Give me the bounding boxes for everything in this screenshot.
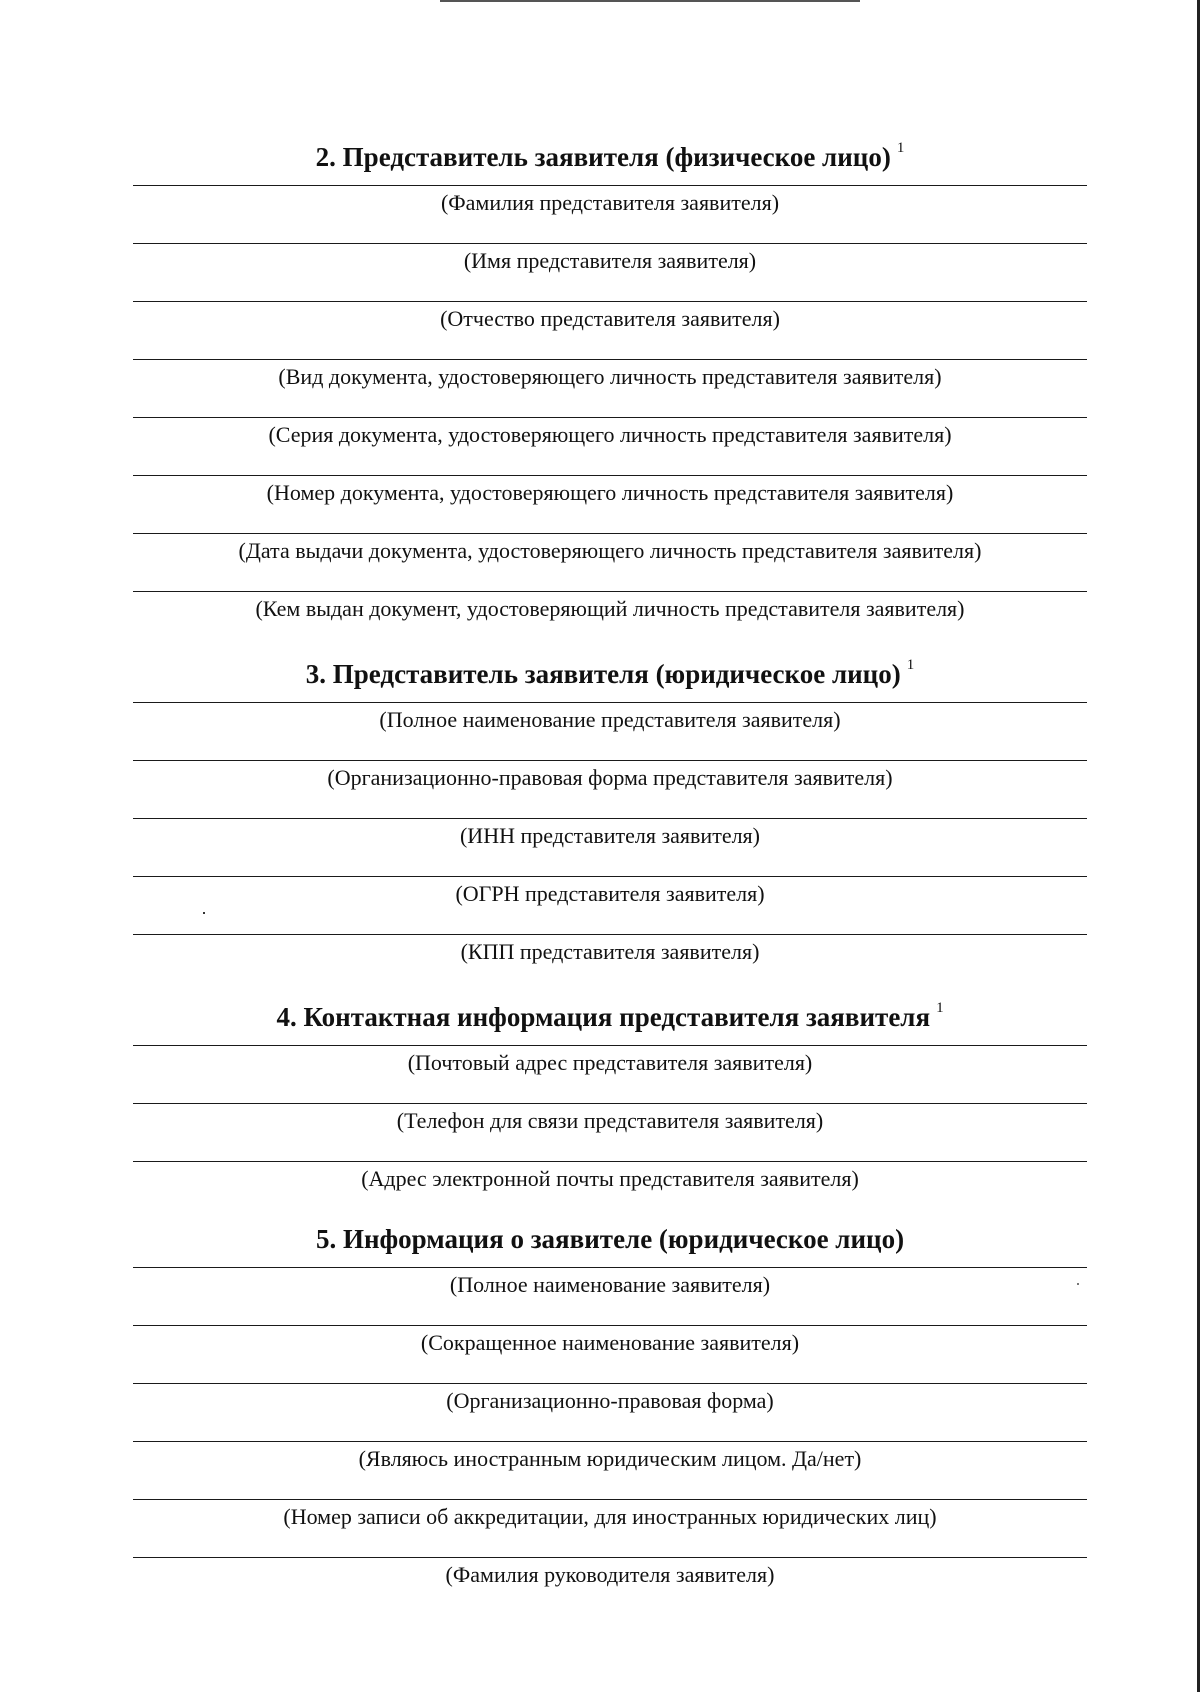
form-field [133,1383,1087,1439]
fill-in-line [133,818,1087,819]
field-caption: (Серия документа, удостоверяющего личность представителя заявителя) [268,422,952,447]
field-caption: (Телефон для связи представителя заявителя) [396,1108,824,1133]
field-caption: (ОГРН представителя заявителя) [455,881,765,906]
form-field [133,818,1087,874]
scan-edge-top [440,0,860,2]
fill-in-line [133,1441,1087,1442]
field-caption: (Организационно-правовая форма) [446,1388,774,1413]
fill-in-line [133,533,1087,534]
form-page [133,130,1087,1613]
footnote-marker: 1 [906,657,915,673]
section-title-text: 5. Информация о заявителе (юридическое лицо) [315,1224,905,1254]
section-title-text: 3. Представитель заявителя (юридическое лицо) [305,659,901,689]
form-section [133,130,1087,647]
section-title [133,990,1087,1039]
form-field [133,702,1087,758]
fill-in-line [133,1499,1087,1500]
form-field [133,359,1087,415]
section-title [133,1217,1087,1261]
form-section [133,1217,1087,1613]
form-field [133,417,1087,473]
field-caption: (Вид документа, удостоверяющего личность представителя заявителя) [278,364,942,389]
fill-in-line [133,1325,1087,1326]
form-field [133,934,1087,990]
fill-in-line [133,359,1087,360]
form-field [133,1441,1087,1497]
fill-in-line [133,1103,1087,1104]
field-caption: (ИНН представителя заявителя) [459,823,761,848]
fill-in-line [133,243,1087,244]
section-title-text: 2. Представитель заявителя (физическое лицо) [315,142,891,172]
form-field [133,1267,1087,1323]
field-caption: (Почтовый адрес представителя заявителя) [407,1050,813,1075]
fill-in-line [133,475,1087,476]
fill-in-line [133,934,1087,935]
fill-in-line [133,301,1087,302]
form-field [133,1161,1087,1217]
fill-in-line [133,1557,1087,1558]
footnote-marker: 1 [936,1000,944,1016]
fill-in-line [133,702,1087,703]
section-title [133,647,1087,696]
form-field [133,1325,1087,1381]
field-caption: (КПП представителя заявителя) [460,939,760,964]
fill-in-line [133,760,1087,761]
form-field [133,760,1087,816]
field-caption: (Фамилия представителя заявителя) [440,190,780,215]
form-section [133,990,1087,1217]
field-caption: (Номер записи об аккредитации, для иностранных юридических лиц) [283,1504,937,1529]
fill-in-line [133,1267,1087,1268]
field-caption: (Дата выдачи документа, удостоверяющего личность представителя заявителя) [238,538,982,563]
form-field [133,1045,1087,1101]
field-caption: (Полное наименование представителя заявителя) [379,707,841,732]
form-field [133,533,1087,589]
field-caption: (Сокращенное наименование заявителя) [420,1330,800,1355]
field-caption: (Организационно-правовая форма представителя заявителя) [327,765,893,790]
form-field [133,1499,1087,1555]
field-caption: (Кем выдан документ, удостоверяющий личность представителя заявителя) [255,596,965,621]
footnote-marker: 1 [896,140,905,156]
form-field [133,243,1087,299]
form-field [133,1103,1087,1159]
fill-in-line [133,1383,1087,1384]
section-title [133,130,1087,179]
fill-in-line [133,1045,1087,1046]
field-caption: (Адрес электронной почты представителя заявителя) [361,1166,859,1191]
fill-in-line [133,417,1087,418]
form-field [133,185,1087,241]
form-field [133,475,1087,531]
form-field [133,591,1087,647]
field-caption: (Номер документа, удостоверяющего личность представителя заявителя) [266,480,954,505]
field-caption: (Отчество представителя заявителя) [440,306,780,331]
field-caption: (Фамилия руководителя заявителя) [445,1562,775,1587]
form-field [133,1557,1087,1613]
form-section [133,647,1087,990]
form-field [133,876,1087,932]
fill-in-line [133,876,1087,877]
field-caption: (Полное наименование заявителя) [449,1272,771,1297]
field-caption: (Имя представителя заявителя) [463,248,757,273]
fill-in-line [133,591,1087,592]
fill-in-line [133,1161,1087,1162]
form-field [133,301,1087,357]
section-title-text: 4. Контактная информация представителя заявителя [276,1002,931,1032]
fill-in-line [133,185,1087,186]
field-caption: (Являюсь иностранным юридическим лицом. Да/нет) [358,1446,862,1471]
